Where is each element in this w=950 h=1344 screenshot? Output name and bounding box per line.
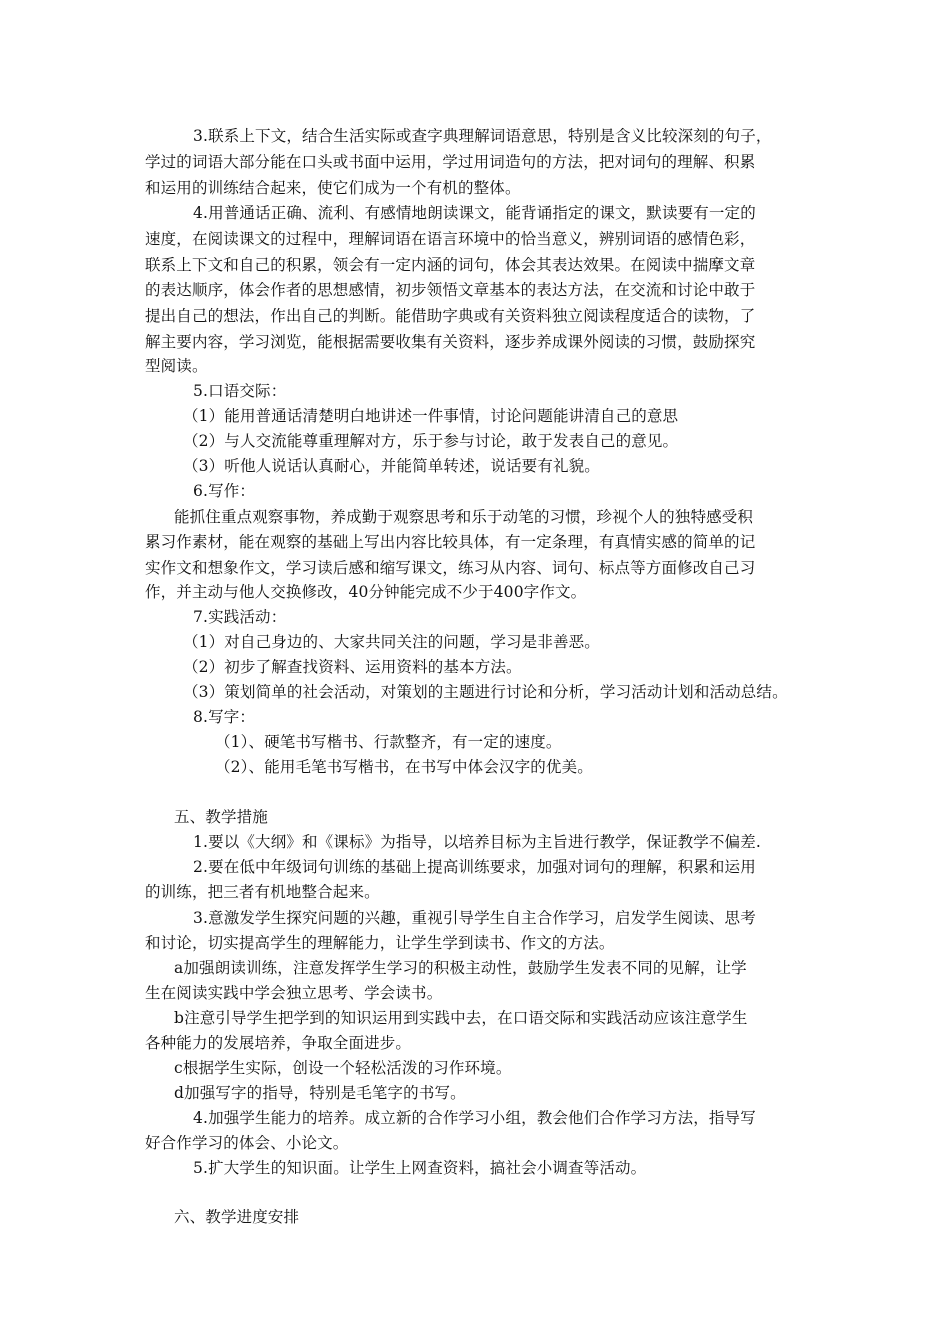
section-title: 六、教学进度安排: [174, 1208, 300, 1226]
text-line: 累习作素材，能在观察的基础上写出内容比较具体，有一定条理，有真情实感的简单的记: [145, 533, 756, 551]
text-line: 能抓住重点观察事物，养成勤于观察思考和乐于动笔的习惯，珍视个人的独特感受积: [174, 508, 754, 526]
text-line: 和讨论，切实提高学生的理解能力，让学生学到读书、作文的方法。: [145, 934, 615, 952]
list-item: （1）能用普通话清楚明白地讲述一件事情，讨论问题能讲清自己的意思: [183, 407, 679, 425]
text-line: a加强朗读训练，注意发挥学生学习的积极主动性，鼓励学生发表不同的见解，让学: [174, 959, 747, 977]
text-line: 型阅读。: [145, 357, 208, 375]
text-line: 生在阅读实践中学会独立思考、学会读书。: [145, 984, 443, 1002]
text-line: c根据学生实际，创设一个轻松活泼的习作环境。: [174, 1059, 512, 1077]
text-line: 好合作学习的体会、小论文。: [145, 1134, 349, 1152]
text-line: b注意引导学生把学到的知识运用到实践中去，在口语交际和实践活动应该注意学生: [174, 1009, 748, 1027]
list-item: （2）、能用毛笔书写楷书，在书写中体会汉字的优美。: [215, 758, 593, 776]
text-line: 4.加强学生能力的培养。成立新的合作学习小组，教会他们合作学习方法，指导写: [193, 1109, 756, 1127]
text-line: 的训练，把三者有机地整合起来。: [145, 883, 380, 901]
text-line: 速度，在阅读课文的过程中，理解词语在语言环境中的恰当意义，辨别词语的感情色彩，: [145, 230, 756, 248]
text-line: 1.要以《大纲》和《课标》为指导，以培养目标为主旨进行教学，保证教学不偏差.: [193, 833, 761, 851]
section-heading: 5.口语交际：: [193, 382, 287, 400]
text-line: 2.要在低中年级词句训练的基础上提高训练要求，加强对词句的理解，积累和运用: [193, 858, 756, 876]
list-item: （1）、硬笔书写楷书、行款整齐，有一定的速度。: [215, 733, 562, 751]
text-line: 和运用的训练结合起来，使它们成为一个有机的整体。: [145, 179, 521, 197]
text-line: d加强写字的指导，特别是毛笔字的书写。: [174, 1084, 466, 1102]
text-line: 5.扩大学生的知识面。让学生上网查资料，搞社会小调查等活动。: [193, 1159, 647, 1177]
text-line: 作，并主动与他人交换修改，40分钟能完成不少于400字作文。: [145, 583, 587, 601]
text-line: 3.联系上下文，结合生活实际或查字典理解词语意思，特别是含义比较深刻的句子，: [193, 127, 772, 145]
list-item: （3）策划简单的社会活动，对策划的主题进行讨论和分析，学习活动计划和活动总结。: [183, 683, 788, 701]
text-line: 联系上下文和自己的积累，领会有一定内涵的词句，体会其表达效果。在阅读中揣摩文章: [145, 256, 756, 274]
section-heading: 6.写作：: [193, 482, 256, 500]
text-line: 3.意激发学生探究问题的兴趣，重视引导学生自主合作学习，启发学生阅读、思考: [193, 909, 756, 927]
text-line: 提出自己的想法，作出自己的判断。能借助字典或有关资料独立阅读程度适合的读物，了: [145, 307, 756, 325]
section-heading: 7.实践活动：: [193, 608, 287, 626]
text-line: 各种能力的发展培养，争取全面进步。: [145, 1034, 412, 1052]
section-heading: 8.写字：: [193, 708, 256, 726]
list-item: （3）听他人说话认真耐心，并能简单转述，说话要有礼貌。: [183, 457, 600, 475]
text-line: 的表达顺序，体会作者的思想感情，初步领悟文章基本的表达方法，在交流和讨论中敢于: [145, 281, 756, 299]
list-item: （1）对自己身边的、大家共同关注的问题，学习是非善恶。: [183, 633, 600, 651]
text-line: 解主要内容，学习浏览，能根据需要收集有关资料，逐步养成课外阅读的习惯，鼓励探究: [145, 333, 756, 351]
list-item: （2）与人交流能尊重理解对方，乐于参与讨论，敢于发表自己的意见。: [183, 432, 679, 450]
text-line: 实作文和想象作文，学习读后感和缩写课文，练习从内容、词句、标点等方面修改自己习: [145, 559, 756, 577]
list-item: （2）初步了解查找资料、运用资料的基本方法。: [183, 658, 522, 676]
text-line: 学过的词语大部分能在口头或书面中运用，学过用词造句的方法，把对词句的理解、积累: [145, 153, 756, 171]
section-title: 五、教学措施: [174, 808, 268, 826]
text-line: 4.用普通话正确、流利、有感情地朗读课文，能背诵指定的课文，默读要有一定的: [193, 204, 756, 222]
